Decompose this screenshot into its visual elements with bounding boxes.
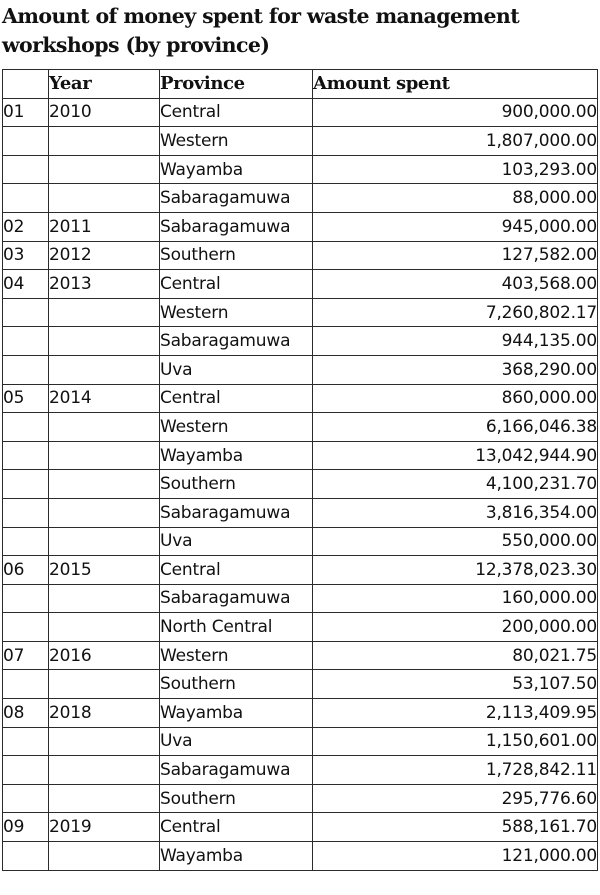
table-row (3, 155, 598, 184)
cell-year (49, 584, 160, 613)
cell-no (3, 727, 49, 756)
cell-amount: 550,000.00 (313, 527, 598, 556)
table-row (3, 413, 598, 442)
cell-no (3, 413, 49, 442)
cell-province: Uva (160, 727, 313, 756)
table-row (3, 98, 598, 127)
cell-province: Sabaragamuwa (160, 498, 313, 527)
table-row (3, 241, 598, 270)
cell-no (3, 527, 49, 556)
cell-amount: 13,042,944.90 (313, 441, 598, 470)
table-body (3, 98, 598, 870)
cell-amount: 860,000.00 (313, 384, 598, 413)
cell-amount: 53,107.50 (313, 670, 598, 699)
cell-amount: 945,000.00 (313, 212, 598, 241)
cell-province: Western (160, 127, 313, 156)
cell-year (49, 127, 160, 156)
cell-year (49, 670, 160, 699)
cell-province: Central (160, 813, 313, 842)
cell-year (49, 470, 160, 499)
cell-year: 2014 (49, 384, 160, 413)
cell-amount: 4,100,231.70 (313, 470, 598, 499)
cell-province: Southern (160, 670, 313, 699)
table-header-row (3, 70, 598, 99)
cell-amount: 121,000.00 (313, 842, 598, 871)
cell-amount: 160,000.00 (313, 584, 598, 613)
header-province: Province (160, 70, 313, 99)
cell-year: 2012 (49, 241, 160, 270)
cell-province: Wayamba (160, 441, 313, 470)
cell-amount: 200,000.00 (313, 613, 598, 642)
cell-year: 2015 (49, 556, 160, 585)
cell-amount: 2,113,409.95 (313, 699, 598, 728)
cell-no (3, 155, 49, 184)
table-row (3, 527, 598, 556)
cell-year: 2013 (49, 270, 160, 299)
table-row (3, 727, 598, 756)
cell-year: 2011 (49, 212, 160, 241)
table-row (3, 613, 598, 642)
table-row (3, 327, 598, 356)
cell-year (49, 498, 160, 527)
cell-amount: 103,293.00 (313, 155, 598, 184)
cell-no (3, 670, 49, 699)
cell-province: Sabaragamuwa (160, 212, 313, 241)
table-row (3, 641, 598, 670)
table-row (3, 498, 598, 527)
cell-province: Sabaragamuwa (160, 584, 313, 613)
cell-no: 07 (3, 641, 49, 670)
cell-amount: 1,150,601.00 (313, 727, 598, 756)
cell-no (3, 127, 49, 156)
cell-amount: 1,807,000.00 (313, 127, 598, 156)
cell-year (49, 613, 160, 642)
cell-year (49, 527, 160, 556)
header-amount: Amount spent (313, 70, 598, 99)
cell-province: Western (160, 641, 313, 670)
cell-province: Uva (160, 527, 313, 556)
cell-no (3, 784, 49, 813)
cell-province: North Central (160, 613, 313, 642)
spending-table (2, 69, 598, 871)
table-row (3, 127, 598, 156)
cell-no: 03 (3, 241, 49, 270)
cell-province: Central (160, 556, 313, 585)
cell-province: Central (160, 384, 313, 413)
cell-no (3, 842, 49, 871)
cell-province: Wayamba (160, 155, 313, 184)
cell-no (3, 470, 49, 499)
table-row (3, 584, 598, 613)
cell-province: Sabaragamuwa (160, 327, 313, 356)
cell-amount: 127,582.00 (313, 241, 598, 270)
cell-no (3, 298, 49, 327)
cell-year (49, 842, 160, 871)
table-row (3, 756, 598, 785)
cell-no (3, 756, 49, 785)
cell-province: Uva (160, 355, 313, 384)
header-no (3, 70, 49, 99)
cell-no: 04 (3, 270, 49, 299)
table-row (3, 470, 598, 499)
table-row (3, 355, 598, 384)
table-row (3, 556, 598, 585)
cell-no: 08 (3, 699, 49, 728)
cell-no: 05 (3, 384, 49, 413)
cell-no (3, 613, 49, 642)
table-row (3, 784, 598, 813)
cell-province: Southern (160, 470, 313, 499)
cell-year (49, 727, 160, 756)
cell-year (49, 184, 160, 213)
cell-year (49, 784, 160, 813)
cell-province: Western (160, 413, 313, 442)
table-row (3, 699, 598, 728)
cell-year (49, 441, 160, 470)
cell-year (49, 756, 160, 785)
cell-year (49, 413, 160, 442)
cell-province: Southern (160, 241, 313, 270)
table-row (3, 813, 598, 842)
cell-no: 02 (3, 212, 49, 241)
cell-amount: 368,290.00 (313, 355, 598, 384)
table-row (3, 384, 598, 413)
cell-year (49, 155, 160, 184)
cell-year: 2018 (49, 699, 160, 728)
table-row (3, 298, 598, 327)
cell-amount: 7,260,802.17 (313, 298, 598, 327)
cell-amount: 944,135.00 (313, 327, 598, 356)
header-year: Year (49, 70, 160, 99)
cell-no (3, 498, 49, 527)
table-row (3, 441, 598, 470)
cell-no (3, 184, 49, 213)
cell-amount: 3,816,354.00 (313, 498, 598, 527)
cell-province: Wayamba (160, 842, 313, 871)
cell-no: 06 (3, 556, 49, 585)
cell-no (3, 584, 49, 613)
cell-province: Sabaragamuwa (160, 184, 313, 213)
cell-province: Sabaragamuwa (160, 756, 313, 785)
cell-province: Central (160, 270, 313, 299)
cell-no: 01 (3, 98, 49, 127)
cell-year: 2010 (49, 98, 160, 127)
cell-no (3, 327, 49, 356)
cell-year: 2016 (49, 641, 160, 670)
cell-amount: 88,000.00 (313, 184, 598, 213)
cell-year (49, 298, 160, 327)
cell-amount: 295,776.60 (313, 784, 598, 813)
cell-year: 2019 (49, 813, 160, 842)
cell-year (49, 355, 160, 384)
table-row (3, 212, 598, 241)
cell-province: Southern (160, 784, 313, 813)
cell-amount: 80,021.75 (313, 641, 598, 670)
cell-amount: 6,166,046.38 (313, 413, 598, 442)
cell-no (3, 441, 49, 470)
cell-no: 09 (3, 813, 49, 842)
page-title: Amount of money spent for waste management workshops (by province) (2, 4, 520, 57)
cell-amount: 403,568.00 (313, 270, 598, 299)
cell-province: Wayamba (160, 699, 313, 728)
table-row (3, 842, 598, 871)
cell-amount: 900,000.00 (313, 98, 598, 127)
cell-province: Central (160, 98, 313, 127)
table-row (3, 270, 598, 299)
cell-province: Western (160, 298, 313, 327)
cell-amount: 1,728,842.11 (313, 756, 598, 785)
cell-amount: 588,161.70 (313, 813, 598, 842)
cell-year (49, 327, 160, 356)
cell-no (3, 355, 49, 384)
table-row (3, 670, 598, 699)
table-row (3, 184, 598, 213)
cell-amount: 12,378,023.30 (313, 556, 598, 585)
